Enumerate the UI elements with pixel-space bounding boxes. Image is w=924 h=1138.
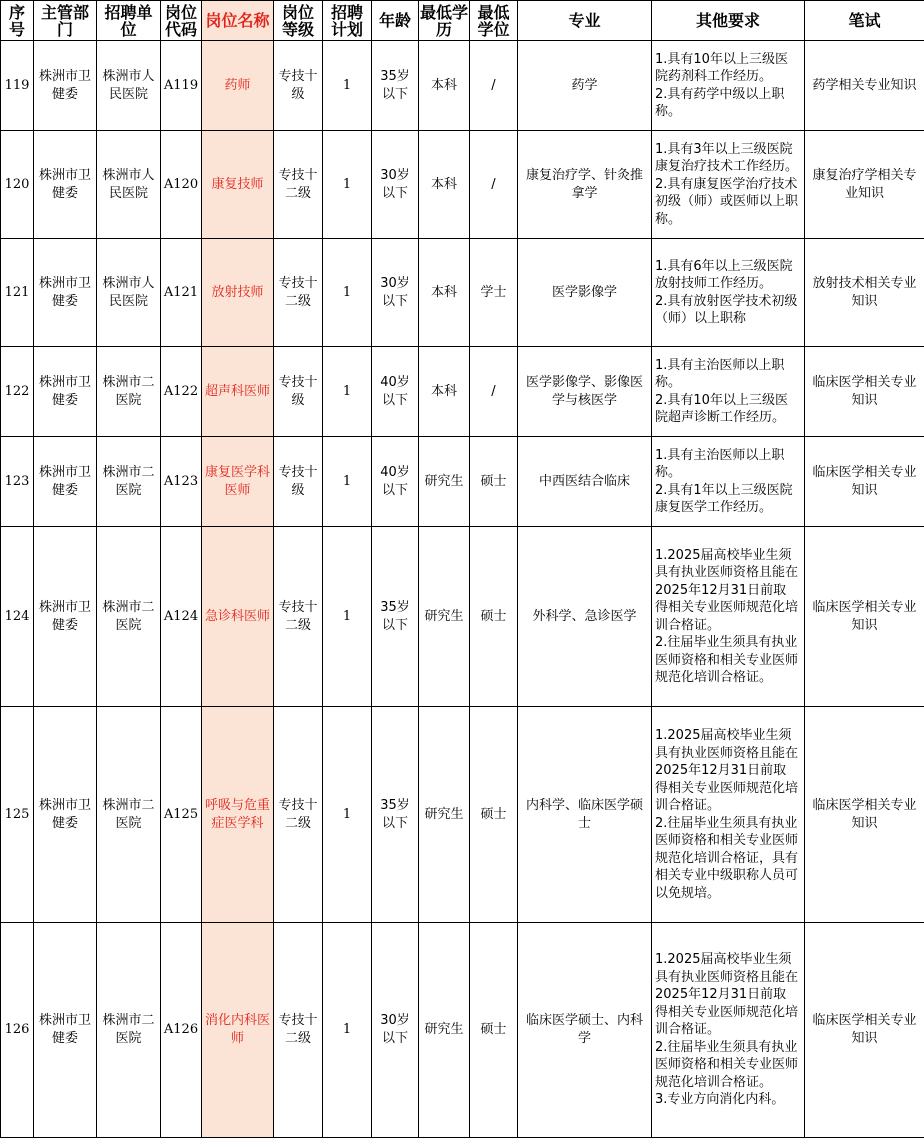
cell-major: 康复治疗学、针灸推拿学 bbox=[518, 131, 652, 239]
cell-plan: 1 bbox=[323, 239, 372, 347]
cell-major: 外科学、急诊医学 bbox=[518, 527, 652, 707]
cell-req bbox=[652, 347, 805, 437]
header-code: 岗位代码 bbox=[161, 1, 202, 41]
cell-dept: 株洲市卫健委 bbox=[34, 347, 97, 437]
header-level: 岗位等级 bbox=[274, 1, 323, 41]
cell-edu: 本科 bbox=[419, 41, 470, 131]
cell-name: 急诊科医师 bbox=[202, 527, 274, 707]
cell-dept: 株洲市卫健委 bbox=[34, 131, 97, 239]
header-seq: 序号 bbox=[1, 1, 34, 41]
header-degree: 最低学位 bbox=[470, 1, 518, 41]
header-major: 专业 bbox=[518, 1, 652, 41]
req-line: 2.具有放射医学技术初级（师）以上职称 bbox=[655, 293, 798, 328]
cell-age: 35岁以下 bbox=[372, 707, 419, 923]
req-line: 1.具有3年以上三级医院康复治疗技术工作经历。 bbox=[655, 141, 798, 176]
req-line: 2.具有药学中级以上职称。 bbox=[655, 86, 798, 121]
cell-name: 康复技师 bbox=[202, 131, 274, 239]
cell-name: 药师 bbox=[202, 41, 274, 131]
cell-exam: 临床医学相关专业知识 bbox=[805, 707, 924, 923]
req-line: 2.具有10年以上三级医院超声诊断工作经历。 bbox=[655, 392, 798, 427]
cell-dept: 株洲市卫健委 bbox=[34, 923, 97, 1138]
cell-unit: 株洲市二医院 bbox=[97, 347, 161, 437]
cell-age: 30岁以下 bbox=[372, 131, 419, 239]
cell-major: 临床医学硕士、内科学 bbox=[518, 923, 652, 1138]
req-line: 2.往届毕业生须具有执业医师资格和相关专业医师规范化培训合格证，具有相关专业中级职称人员可以免规培。 bbox=[655, 815, 798, 903]
cell-level: 专技十二级 bbox=[274, 923, 323, 1138]
req-line: 1.具有10年以上三级医院药剂科工作经历。 bbox=[655, 51, 798, 86]
cell-name: 呼吸与危重症医学科 bbox=[202, 707, 274, 923]
cell-age: 40岁以下 bbox=[372, 347, 419, 437]
cell-level: 专技十二级 bbox=[274, 239, 323, 347]
cell-code: A122 bbox=[161, 347, 202, 437]
cell-age: 30岁以下 bbox=[372, 239, 419, 347]
cell-req bbox=[652, 527, 805, 707]
cell-level: 专技十级 bbox=[274, 437, 323, 527]
cell-age: 35岁以下 bbox=[372, 41, 419, 131]
cell-major: 医学影像学、影像医学与核医学 bbox=[518, 347, 652, 437]
cell-req bbox=[652, 239, 805, 347]
cell-exam: 临床医学相关专业知识 bbox=[805, 527, 924, 707]
cell-unit: 株洲市人民医院 bbox=[97, 131, 161, 239]
cell-degree: 硕士 bbox=[470, 707, 518, 923]
cell-plan: 1 bbox=[323, 347, 372, 437]
cell-unit: 株洲市二医院 bbox=[97, 437, 161, 527]
header-unit: 招聘单位 bbox=[97, 1, 161, 41]
cell-major: 药学 bbox=[518, 41, 652, 131]
cell-degree: / bbox=[470, 131, 518, 239]
table-row bbox=[1, 131, 924, 239]
cell-seq: 121 bbox=[1, 239, 34, 347]
cell-exam: 药学相关专业知识 bbox=[805, 41, 924, 131]
cell-name: 消化内科医师 bbox=[202, 923, 274, 1138]
cell-req bbox=[652, 437, 805, 527]
cell-edu: 研究生 bbox=[419, 437, 470, 527]
cell-level: 专技十二级 bbox=[274, 131, 323, 239]
cell-req bbox=[652, 707, 805, 923]
cell-name: 超声科医师 bbox=[202, 347, 274, 437]
cell-degree: 硕士 bbox=[470, 527, 518, 707]
cell-dept: 株洲市卫健委 bbox=[34, 437, 97, 527]
cell-degree: 硕士 bbox=[470, 923, 518, 1138]
cell-code: A124 bbox=[161, 527, 202, 707]
header-exam: 笔试 bbox=[805, 1, 924, 41]
cell-unit: 株洲市人民医院 bbox=[97, 239, 161, 347]
cell-code: A126 bbox=[161, 923, 202, 1138]
cell-edu: 研究生 bbox=[419, 923, 470, 1138]
cell-exam: 临床医学相关专业知识 bbox=[805, 923, 924, 1138]
cell-exam: 放射技术相关专业知识 bbox=[805, 239, 924, 347]
cell-plan: 1 bbox=[323, 707, 372, 923]
cell-age: 40岁以下 bbox=[372, 437, 419, 527]
req-line: 1.2025届高校毕业生须具有执业医师资格且能在2025年12月31日前取得相关专业医师规范化培训合格证。 bbox=[655, 727, 798, 815]
req-line: 2.具有康复医学治疗技术初级（师）或医师以上职称。 bbox=[655, 176, 798, 229]
req-line: 1.具有主治医师以上职称。 bbox=[655, 357, 798, 392]
header-req: 其他要求 bbox=[652, 1, 805, 41]
req-line: 2.具有1年以上三级医院康复医学工作经历。 bbox=[655, 482, 798, 517]
cell-unit: 株洲市二医院 bbox=[97, 527, 161, 707]
table-row bbox=[1, 41, 924, 131]
cell-edu: 本科 bbox=[419, 131, 470, 239]
cell-code: A123 bbox=[161, 437, 202, 527]
cell-seq: 122 bbox=[1, 347, 34, 437]
cell-seq: 119 bbox=[1, 41, 34, 131]
cell-degree: 硕士 bbox=[470, 437, 518, 527]
header-row bbox=[1, 1, 924, 41]
table-row bbox=[1, 707, 924, 923]
req-line: 1.具有6年以上三级医院放射技师工作经历。 bbox=[655, 258, 798, 293]
cell-level: 专技十级 bbox=[274, 41, 323, 131]
cell-exam: 临床医学相关专业知识 bbox=[805, 437, 924, 527]
cell-dept: 株洲市卫健委 bbox=[34, 41, 97, 131]
cell-plan: 1 bbox=[323, 41, 372, 131]
cell-level: 专技十二级 bbox=[274, 707, 323, 923]
header-edu: 最低学历 bbox=[419, 1, 470, 41]
cell-name: 康复医学科医师 bbox=[202, 437, 274, 527]
cell-req bbox=[652, 41, 805, 131]
cell-degree: 学士 bbox=[470, 239, 518, 347]
req-line: 1.2025届高校毕业生须具有执业医师资格且能在2025年12月31日前取得相关专业医师规范化培训合格证。 bbox=[655, 951, 798, 1039]
cell-major: 医学影像学 bbox=[518, 239, 652, 347]
cell-seq: 120 bbox=[1, 131, 34, 239]
cell-seq: 123 bbox=[1, 437, 34, 527]
cell-code: A125 bbox=[161, 707, 202, 923]
cell-degree: / bbox=[470, 347, 518, 437]
cell-seq: 126 bbox=[1, 923, 34, 1138]
cell-req bbox=[652, 131, 805, 239]
cell-edu: 本科 bbox=[419, 239, 470, 347]
cell-name: 放射技师 bbox=[202, 239, 274, 347]
req-line: 2.往届毕业生须具有执业医师资格和相关专业医师规范化培训合格证。 bbox=[655, 1039, 798, 1092]
cell-seq: 125 bbox=[1, 707, 34, 923]
table-row bbox=[1, 437, 924, 527]
header-dept: 主管部门 bbox=[34, 1, 97, 41]
cell-exam: 康复治疗学相关专业知识 bbox=[805, 131, 924, 239]
req-line: 1.具有主治医师以上职称。 bbox=[655, 447, 798, 482]
table-row bbox=[1, 923, 924, 1138]
cell-dept: 株洲市卫健委 bbox=[34, 527, 97, 707]
cell-plan: 1 bbox=[323, 437, 372, 527]
table-row bbox=[1, 239, 924, 347]
cell-code: A121 bbox=[161, 239, 202, 347]
cell-unit: 株洲市人民医院 bbox=[97, 41, 161, 131]
cell-dept: 株洲市卫健委 bbox=[34, 239, 97, 347]
cell-major: 内科学、临床医学硕士 bbox=[518, 707, 652, 923]
req-line: 1.2025届高校毕业生须具有执业医师资格且能在2025年12月31日前取得相关专业医师规范化培训合格证。 bbox=[655, 547, 798, 635]
cell-seq: 124 bbox=[1, 527, 34, 707]
cell-exam: 临床医学相关专业知识 bbox=[805, 347, 924, 437]
req-line: 2.往届毕业生须具有执业医师资格和相关专业医师规范化培训合格证。 bbox=[655, 634, 798, 687]
header-age: 年龄 bbox=[372, 1, 419, 41]
cell-unit: 株洲市二医院 bbox=[97, 923, 161, 1138]
cell-dept: 株洲市卫健委 bbox=[34, 707, 97, 923]
cell-unit: 株洲市二医院 bbox=[97, 707, 161, 923]
cell-req bbox=[652, 923, 805, 1138]
cell-level: 专技十二级 bbox=[274, 527, 323, 707]
cell-edu: 本科 bbox=[419, 347, 470, 437]
req-line: 3.专业方向消化内科。 bbox=[655, 1091, 798, 1109]
cell-plan: 1 bbox=[323, 527, 372, 707]
cell-edu: 研究生 bbox=[419, 707, 470, 923]
cell-plan: 1 bbox=[323, 923, 372, 1138]
cell-degree: / bbox=[470, 41, 518, 131]
cell-major: 中西医结合临床 bbox=[518, 437, 652, 527]
cell-code: A120 bbox=[161, 131, 202, 239]
cell-age: 30岁以下 bbox=[372, 923, 419, 1138]
cell-edu: 研究生 bbox=[419, 527, 470, 707]
cell-level: 专技十级 bbox=[274, 347, 323, 437]
header-plan: 招聘计划 bbox=[323, 1, 372, 41]
table-row bbox=[1, 347, 924, 437]
cell-plan: 1 bbox=[323, 131, 372, 239]
header-name: 岗位名称 bbox=[202, 1, 274, 41]
table-row bbox=[1, 527, 924, 707]
cell-age: 35岁以下 bbox=[372, 527, 419, 707]
cell-code: A119 bbox=[161, 41, 202, 131]
